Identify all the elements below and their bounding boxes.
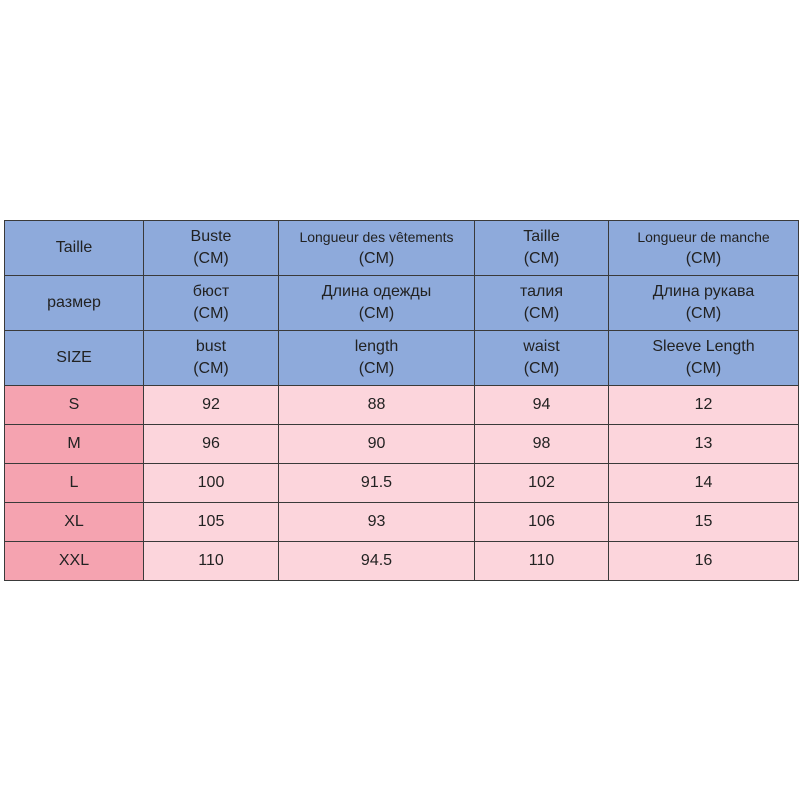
length-value: 88 (279, 386, 475, 425)
header-cell-length: Длина одежды (CM) (279, 276, 475, 331)
header-cell-length: length (CM) (279, 331, 475, 386)
size-cell: L (5, 464, 144, 503)
size-cell: XXL (5, 542, 144, 581)
bust-value: 92 (144, 386, 279, 425)
header-cell-sleeve: Sleeve Length (CM) (609, 331, 799, 386)
length-value: 90 (279, 425, 475, 464)
waist-value: 106 (475, 503, 609, 542)
size-cell: S (5, 386, 144, 425)
bust-value: 110 (144, 542, 279, 581)
header-cell-sleeve: Длина рукава (CM) (609, 276, 799, 331)
length-value: 93 (279, 503, 475, 542)
header-cell-waist: waist (CM) (475, 331, 609, 386)
size-chart-table (4, 220, 799, 581)
bust-value: 105 (144, 503, 279, 542)
sleeve-value: 13 (609, 425, 799, 464)
table-row (5, 464, 799, 503)
waist-value: 94 (475, 386, 609, 425)
header-row-french (5, 221, 799, 276)
waist-value: 110 (475, 542, 609, 581)
header-cell-bust: бюст (CM) (144, 276, 279, 331)
header-cell-waist: талия (CM) (475, 276, 609, 331)
header-cell-sleeve: Longueur de manche (CM) (609, 221, 799, 276)
header-cell-waist: Taille (CM) (475, 221, 609, 276)
table-row (5, 386, 799, 425)
waist-value: 102 (475, 464, 609, 503)
header-row-english (5, 331, 799, 386)
length-value: 91.5 (279, 464, 475, 503)
sleeve-value: 16 (609, 542, 799, 581)
length-value: 94.5 (279, 542, 475, 581)
header-cell-bust: Buste (CM) (144, 221, 279, 276)
table-row (5, 425, 799, 464)
header-label-cell: Taille (5, 221, 144, 276)
header-label-cell: размер (5, 276, 144, 331)
table-row (5, 542, 799, 581)
table-row (5, 503, 799, 542)
size-cell: M (5, 425, 144, 464)
header-row-russian (5, 276, 799, 331)
waist-value: 98 (475, 425, 609, 464)
sleeve-value: 14 (609, 464, 799, 503)
header-label-cell: SIZE (5, 331, 144, 386)
bust-value: 96 (144, 425, 279, 464)
sleeve-value: 15 (609, 503, 799, 542)
size-cell: XL (5, 503, 144, 542)
header-cell-bust: bust (CM) (144, 331, 279, 386)
sleeve-value: 12 (609, 386, 799, 425)
header-cell-length: Longueur des vêtements (CM) (279, 221, 475, 276)
bust-value: 100 (144, 464, 279, 503)
